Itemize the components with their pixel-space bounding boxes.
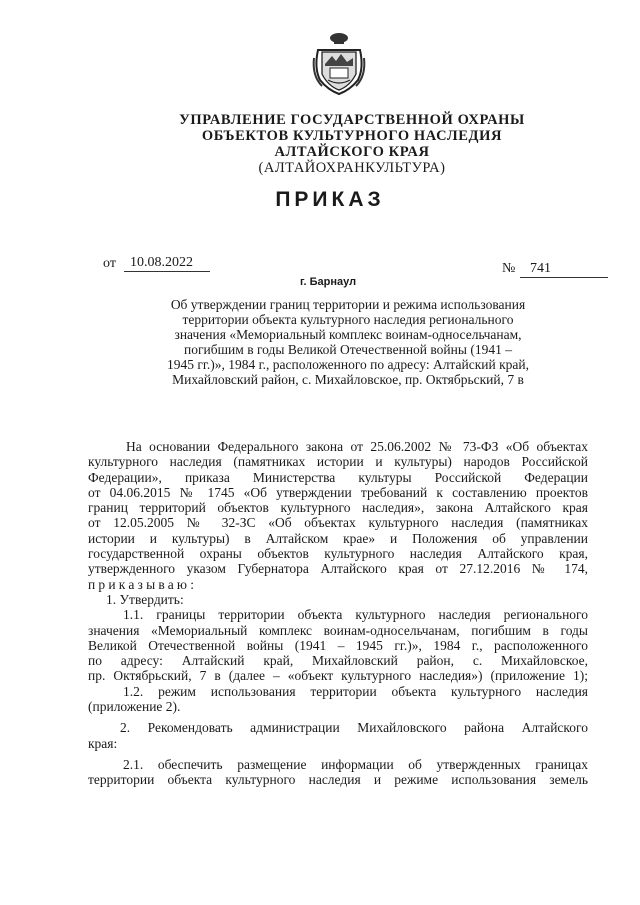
subject-line: Об утверждении границ территории и режима использования — [170, 297, 526, 312]
subject-line: Михайловский район, с. Михайловское, пр. Октябрьский, 7 в — [172, 372, 524, 387]
order-body — [88, 439, 588, 788]
preamble-line: границ территорий объектов культурного наследия», закона Алтайского края — [88, 500, 588, 516]
preamble-line: государственной охраны объектов культурного наследия Алтайского края, — [88, 546, 588, 562]
item-1-1-line: значения «Мемориальный комплекс воинам-односельчанам, погибшим в годы — [88, 622, 588, 638]
item-1-1-line: 1.1. границы территории объекта культурного наследия регионального — [123, 607, 588, 623]
order-number: 741 — [520, 261, 608, 278]
preamble-line: от 12.05.2005 № 32-ЗС «Об объектах культурного наследия (памятниках — [88, 515, 588, 531]
org-line-1: УПРАВЛЕНИЕ ГОСУДАРСТВЕННОЙ ОХРАНЫ — [179, 112, 525, 128]
order-date: 10.08.2022 — [124, 255, 210, 272]
order-subject — [138, 297, 558, 387]
preamble-line: Федерации», приказа Министерства культуры Российской Федерации — [88, 469, 588, 485]
preamble-line: На основании Федерального закона от 25.06.2002 № 73-ФЗ «Об объектах — [126, 439, 588, 454]
item-2-line: края: — [88, 735, 118, 751]
organization-name — [160, 112, 544, 176]
subject-line: 1945 гг.)», 1984 г., расположенного по адресу: Алтайский край, — [166, 357, 529, 372]
item-2-1-line: 2.1. обеспечить размещение информации об утвержденных границах — [123, 756, 588, 772]
preamble-line: утвержденного указом Губернатора Алтайского края от 27.12.2016 № 174, — [88, 561, 588, 577]
item-1-2-line: 1.2. режим использования территории объекта культурного наследия — [123, 683, 588, 699]
item-2-1-line: территории объекта культурного наследия и режиме использования земель — [88, 772, 588, 788]
item-1-1-line: пр. Октябрьский, 7 в (далее – «объект культурного наследия») (приложение 1); — [88, 668, 588, 684]
date-prefix: от — [103, 256, 116, 271]
org-line-2: ОБЪЕКТОВ КУЛЬТУРНОГО НАСЛЕДИЯ — [201, 128, 503, 144]
document-title: ПРИКАЗ — [275, 188, 385, 211]
preamble-line: истории и культуры) в Алтайском крае» и Положения об управлении — [88, 530, 588, 546]
item-1-2-line: (приложение 2). — [88, 699, 181, 715]
item-1: 1. Утвердить: — [106, 591, 184, 607]
item-2-line: 2. Рекомендовать администрации Михайловского района Алтайского — [120, 720, 588, 736]
coat-of-arms-icon — [310, 28, 368, 96]
order-word: приказываю: — [88, 576, 198, 592]
subject-line: погибшим в годы Великой Отечественной войны (1941 – — [184, 342, 512, 357]
preamble-line: культурного наследия (памятниках истории и культуры) народов Российской — [88, 454, 588, 470]
item-1-1-line: по адресу: Алтайский край, Михайловский район, с. Михайловское, — [88, 653, 588, 669]
org-abbreviation: (АЛТАЙОХРАНКУЛЬТУРА) — [258, 160, 446, 176]
subject-line: территории объекта культурного наследия регионального — [182, 312, 514, 327]
preamble-line: от 04.06.2015 № 1745 «Об утверждении требований к составлению проектов — [88, 484, 588, 500]
org-line-3: АЛТАЙСКОГО КРАЯ — [274, 144, 430, 160]
number-prefix: № — [502, 261, 516, 276]
subject-line: значения «Мемориальный комплекс воинам-односельчанам, — [174, 327, 522, 342]
item-1-1-line: Великой Отечественной войны (1941 – 1945 гг.)», 1984 г., расположенного — [88, 637, 588, 653]
city: г. Барнаул — [300, 276, 357, 288]
